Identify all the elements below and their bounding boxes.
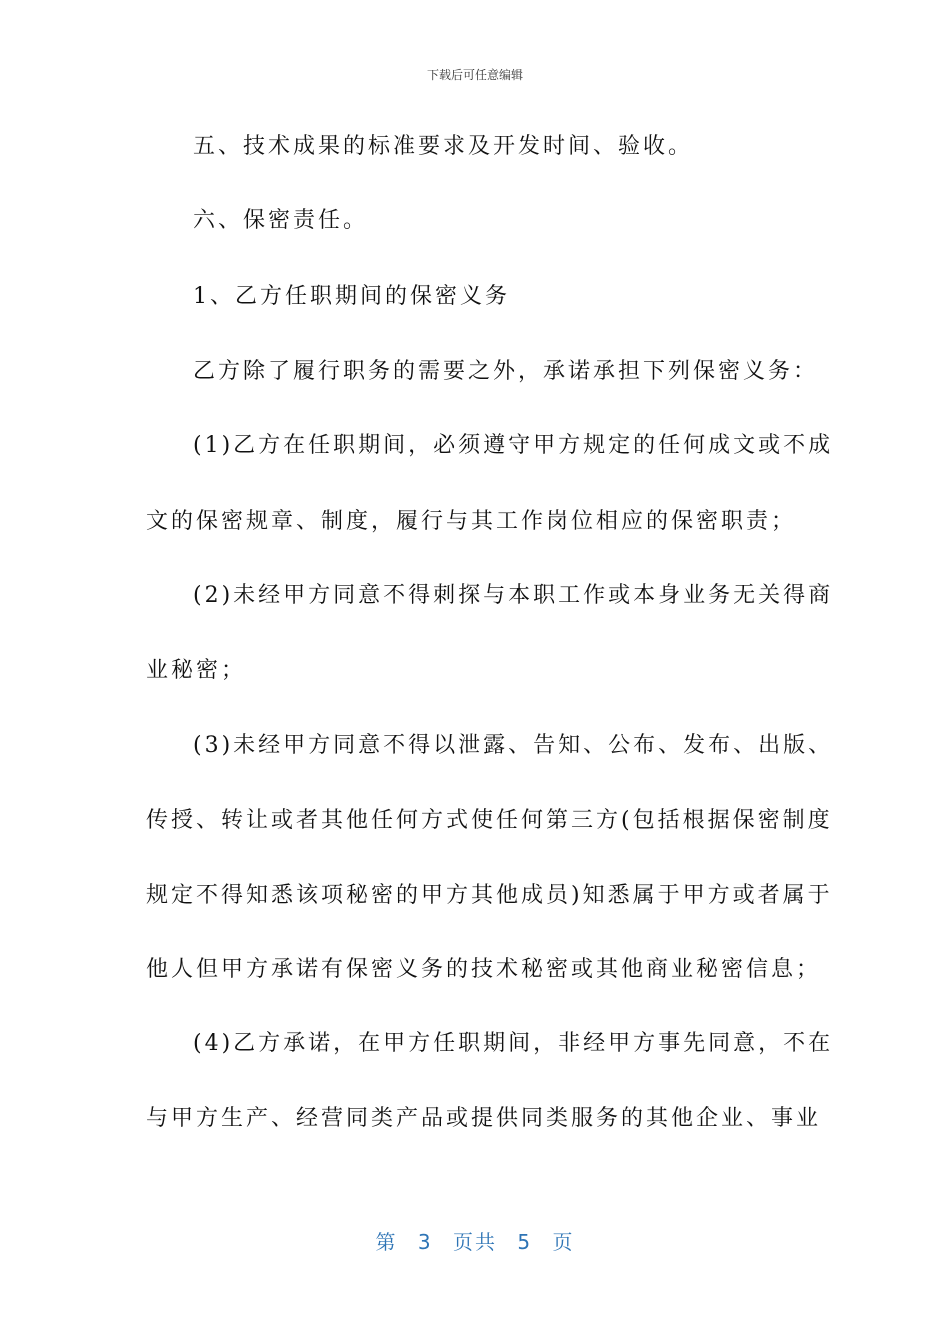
page-footer [0, 1226, 950, 1255]
footer-middle: 页共 [453, 1230, 497, 1254]
paragraph-line: 他人但甲方承诺有保密义务的技术秘密或其他商业秘密信息； [146, 957, 822, 982]
footer-prefix: 第 [375, 1230, 398, 1254]
paragraph-line: 规定不得知悉该项秘密的甲方其他成员)知悉属于甲方或者属于 [146, 883, 833, 908]
section-heading-5: 五、技术成果的标准要求及开发时间、验收。 [193, 134, 694, 159]
footer-total-pages: 5 [517, 1230, 533, 1254]
footer-suffix: 页 [552, 1230, 575, 1254]
paragraph-line: 传授、转让或者其他任何方式使任何第三方(包括根据保密制度 [146, 808, 833, 833]
paragraph-line: 与甲方生产、经营同类产品或提供同类服务的其他企业、事业 [146, 1106, 822, 1131]
paragraph-line: (2)未经甲方同意不得刺探与本职工作或本身业务无关得商 [193, 583, 834, 608]
footer-current-page: 3 [417, 1230, 433, 1254]
page-header: 下载后可任意编辑 [426, 68, 523, 82]
paragraph-line: (3)未经甲方同意不得以泄露、告知、公布、发布、出版、 [193, 733, 834, 758]
section-heading-6: 六、保密责任。 [193, 208, 369, 233]
paragraph-line: 乙方除了履行职务的需要之外，承诺承担下列保密义务： [193, 359, 819, 384]
paragraph-line: 文的保密规章、制度，履行与其工作岗位相应的保密职责； [146, 509, 797, 534]
subsection-heading-1: 1、乙方任职期间的保密义务 [193, 284, 510, 309]
paragraph-line: (1)乙方在任职期间，必须遵守甲方规定的任何成文或不成 [193, 433, 834, 458]
paragraph-line: (4)乙方承诺，在甲方任职期间，非经甲方事先同意，不在 [193, 1031, 834, 1056]
paragraph-line: 业秘密； [146, 658, 247, 683]
